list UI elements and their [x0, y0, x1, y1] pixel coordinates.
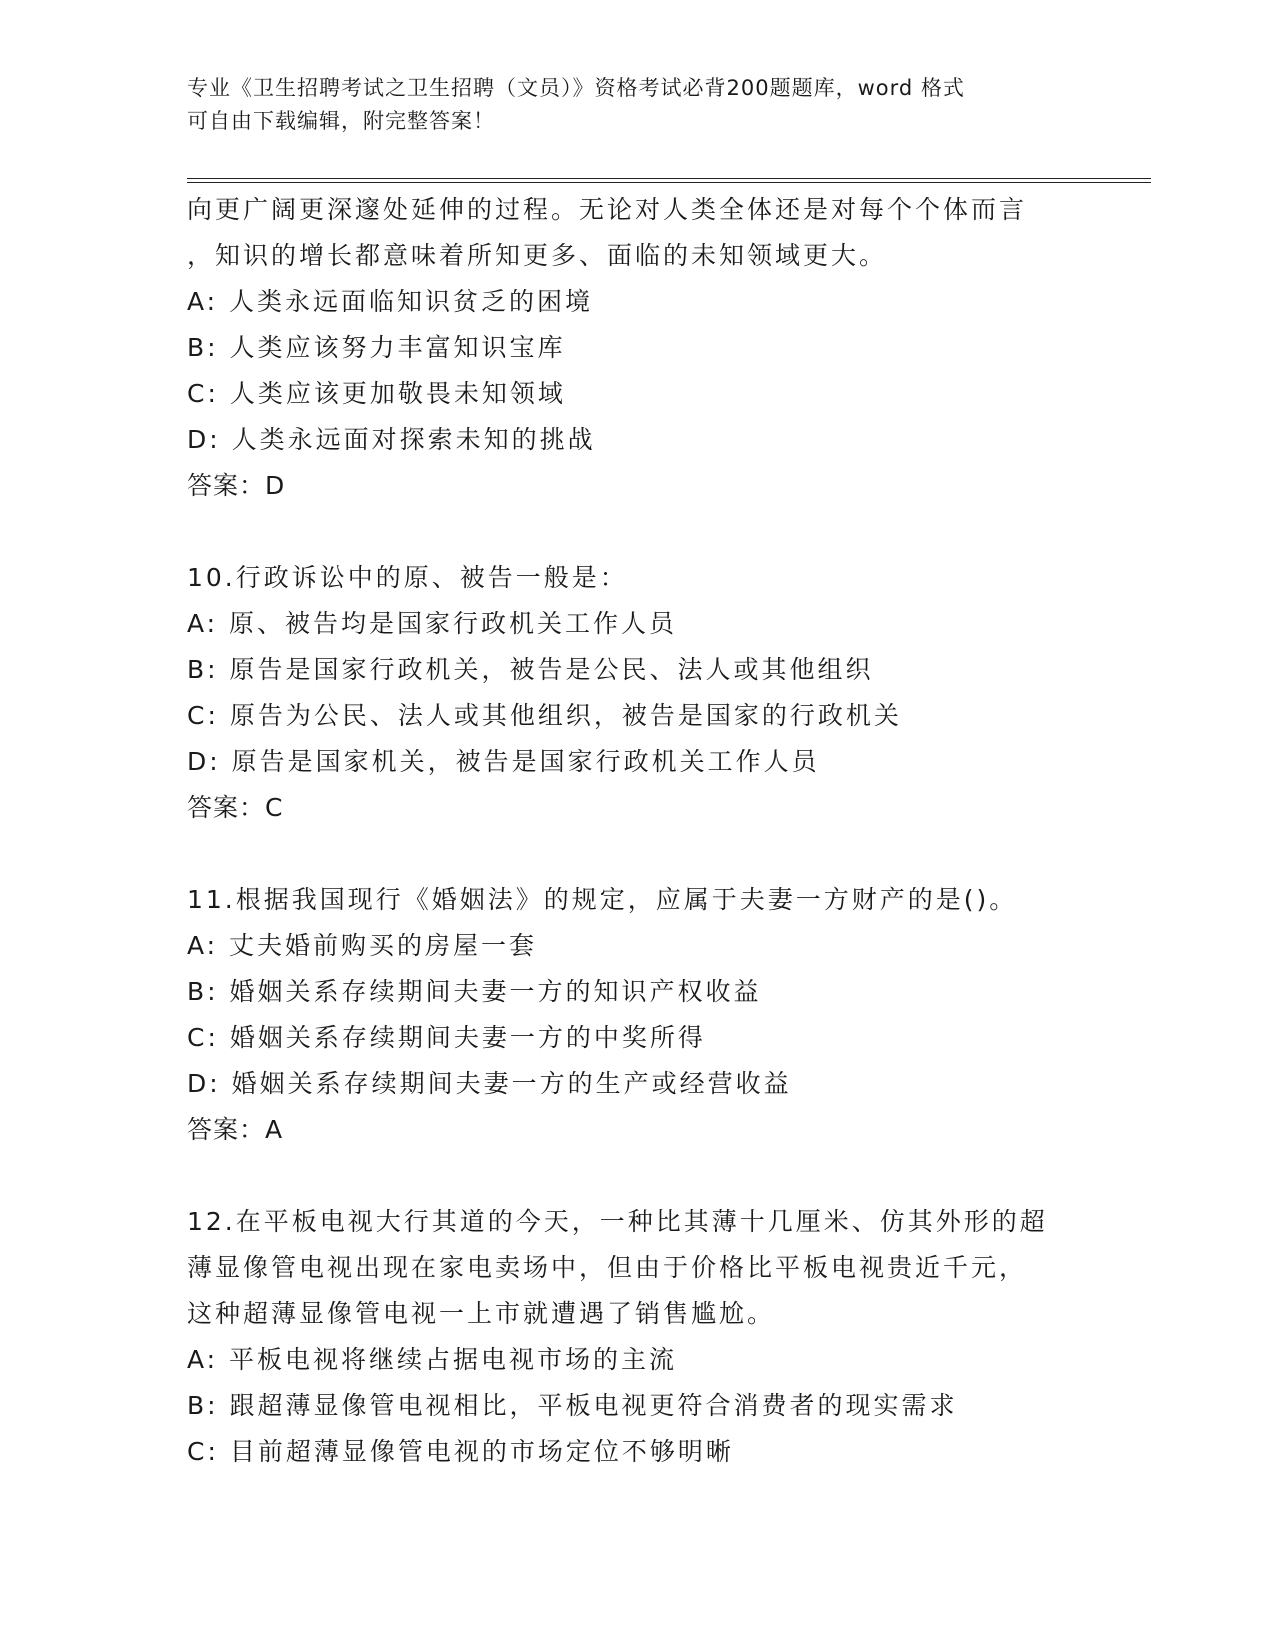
question-text-line: 这种超薄显像管电视一上市就遭遇了销售尴尬。	[187, 1299, 776, 1328]
answer-line: 答案：C	[187, 793, 284, 822]
option-d: D: 婚姻关系存续期间夫妻一方的生产或经营收益	[187, 1069, 792, 1098]
option-c: C: 婚姻关系存续期间夫妻一方的中奖所得	[187, 1023, 706, 1052]
option-d: D: 原告是国家机关，被告是国家行政机关工作人员	[187, 747, 820, 776]
option-a: A: 原、被告均是国家行政机关工作人员	[187, 609, 678, 638]
question-text-line: ，知识的增长都意味着所知更多、面临的未知领域更大。	[187, 241, 888, 270]
option-a: A: 人类永远面临知识贫乏的困境	[187, 287, 594, 316]
option-a: A: 平板电视将继续占据电视市场的主流	[187, 1345, 678, 1374]
option-b: B: 婚姻关系存续期间夫妻一方的知识产权收益	[187, 977, 762, 1006]
document-header	[187, 72, 1067, 138]
header-line-1: 专业《卫生招聘考试之卫生招聘（文员）》资格考试必背200题题库，word 格式	[187, 76, 965, 100]
header-line-2: 可自由下载编辑，附完整答案！	[187, 109, 495, 133]
header-divider	[187, 178, 1151, 183]
document-body	[187, 187, 1147, 1475]
question-text-line: 薄显像管电视出现在家电卖场中，但由于价格比平板电视贵近千元，	[187, 1253, 1028, 1282]
option-c: C: 目前超薄显像管电视的市场定位不够明晰	[187, 1437, 734, 1466]
question-10	[187, 555, 1147, 831]
spacer	[187, 831, 1147, 877]
option-a: A: 丈夫婚前购买的房屋一套	[187, 931, 538, 960]
option-c: C: 原告为公民、法人或其他组织，被告是国家的行政机关	[187, 701, 902, 730]
option-d: D: 人类永远面对探索未知的挑战	[187, 425, 596, 454]
question-text-line: 向更广阔更深邃处延伸的过程。无论对人类全体还是对每个个体而言	[187, 195, 1028, 224]
option-b: B: 人类应该努力丰富知识宝库	[187, 333, 566, 362]
option-b: B: 跟超薄显像管电视相比，平板电视更符合消费者的现实需求	[187, 1391, 958, 1420]
question-9-continued	[187, 187, 1147, 509]
spacer	[187, 509, 1147, 555]
question-text-line: 11.根据我国现行《婚姻法》的规定，应属于夫妻一方财产的是()。	[187, 885, 1018, 914]
spacer	[187, 1153, 1147, 1199]
question-12	[187, 1199, 1147, 1475]
answer-line: 答案：D	[187, 471, 286, 500]
question-11	[187, 877, 1147, 1153]
question-text-line: 12.在平板电视大行其道的今天，一种比其薄十几厘米、仿其外形的超	[187, 1207, 1048, 1236]
option-b: B: 原告是国家行政机关，被告是公民、法人或其他组织	[187, 655, 874, 684]
answer-line: 答案：A	[187, 1115, 284, 1144]
question-text-line: 10.行政诉讼中的原、被告一般是：	[187, 563, 628, 592]
option-c: C: 人类应该更加敬畏未知领域	[187, 379, 566, 408]
